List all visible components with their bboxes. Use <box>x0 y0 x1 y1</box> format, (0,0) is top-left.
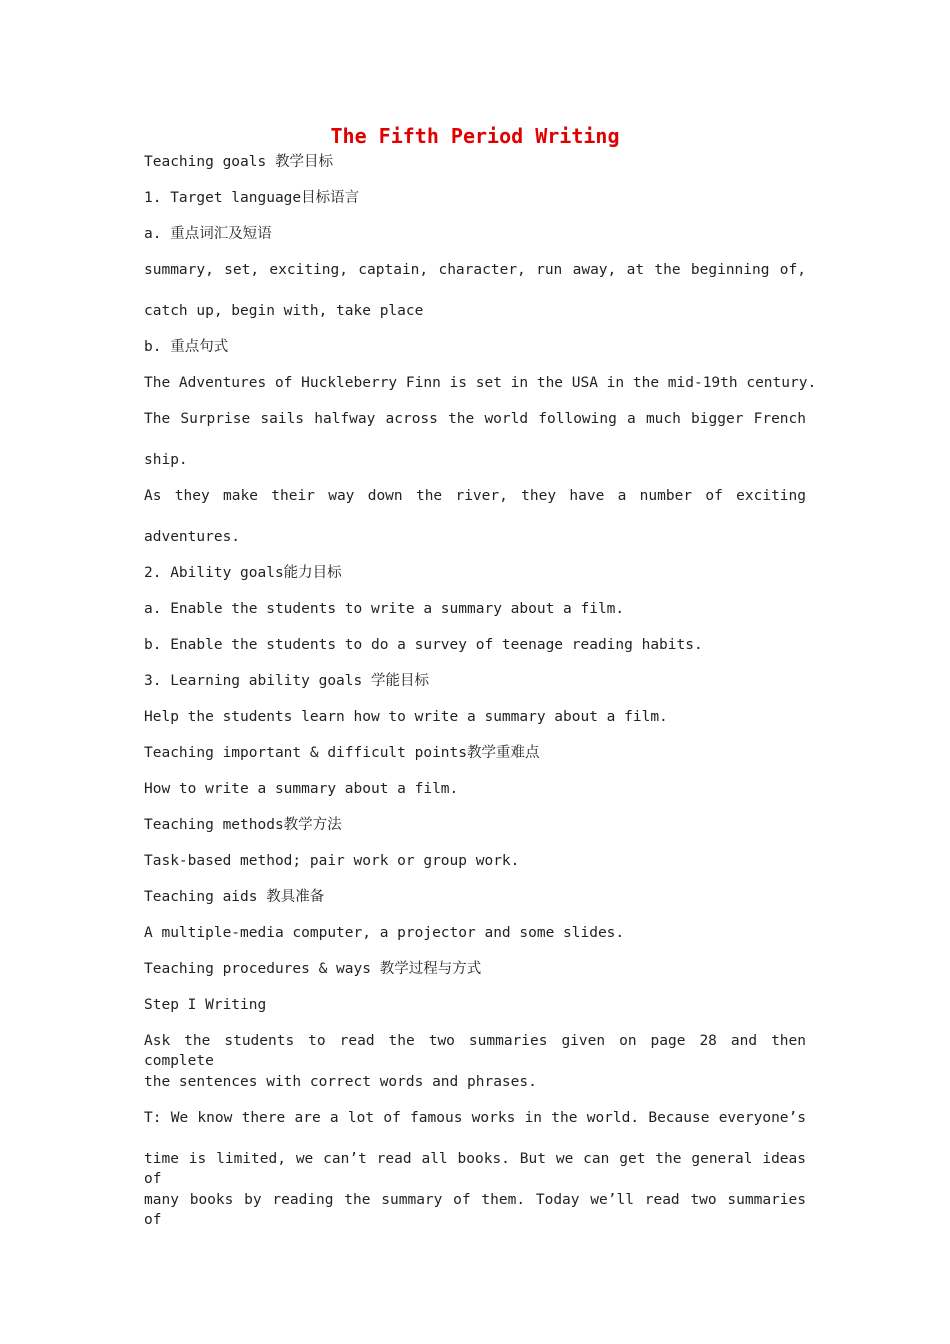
vocabulary-line-1: summary, set, exciting, captain, character, run away, at the beginning of, <box>144 262 806 278</box>
teaching-procedures-heading: Teaching procedures & ways 教学过程与方式 <box>144 961 482 977</box>
sentence-3-line-1: As they make their way down the river, they have a number of exciting <box>144 488 806 504</box>
teaching-goals-heading: Teaching goals 教学目标 <box>144 154 333 170</box>
important-points-heading: Teaching important & difficult points教学重难点 <box>144 745 540 761</box>
teaching-methods-heading: Teaching methods教学方法 <box>144 817 342 833</box>
step-1-text-line-2: the sentences with correct words and phrases. <box>144 1074 537 1090</box>
key-sentences-heading: b. 重点句式 <box>144 339 229 355</box>
ability-goal-a: a. Enable the students to write a summary about a film. <box>144 601 625 617</box>
step-1-text-line-1: Ask the students to read the two summaries given on page 28 and then complete <box>144 1033 806 1069</box>
teaching-aids-heading: Teaching aids 教具准备 <box>144 889 325 905</box>
key-vocabulary-heading: a. 重点词汇及短语 <box>144 226 272 242</box>
ability-goals-heading: 2. Ability goals能力目标 <box>144 565 342 581</box>
ability-goal-b: b. Enable the students to do a survey of teenage reading habits. <box>144 637 703 653</box>
important-points-text: How to write a summary about a film. <box>144 781 459 797</box>
vocabulary-line-2: catch up, begin with, take place <box>144 303 424 319</box>
learning-ability-heading: 3. Learning ability goals 学能目标 <box>144 673 429 689</box>
teaching-methods-text: Task-based method; pair work or group work. <box>144 853 520 869</box>
sentence-2-line-1: The Surprise sails halfway across the world following a much bigger French <box>144 411 806 427</box>
teacher-talk-line-2: time is limited, we can’t read all books. But we can get the general ideas of <box>144 1151 806 1187</box>
learning-ability-text: Help the students learn how to write a summary about a film. <box>144 709 668 725</box>
teacher-talk-line-1: T: We know there are a lot of famous works in the world. Because everyone’s <box>144 1110 806 1126</box>
sentence-3-line-2: adventures. <box>144 529 241 545</box>
teaching-aids-text: A multiple-media computer, a projector and some slides. <box>144 925 625 941</box>
target-language-heading: 1. Target language目标语言 <box>144 190 360 206</box>
sentence-2-line-2: ship. <box>144 452 188 468</box>
teacher-talk-line-3: many books by reading the summary of them. Today we’ll read two summaries of <box>144 1192 806 1228</box>
page-title: The Fifth Period Writing <box>330 124 620 148</box>
sentence-1: The Adventures of Huckleberry Finn is set in the USA in the mid-19th century. <box>144 375 817 391</box>
step-1-heading: Step I Writing <box>144 997 267 1013</box>
